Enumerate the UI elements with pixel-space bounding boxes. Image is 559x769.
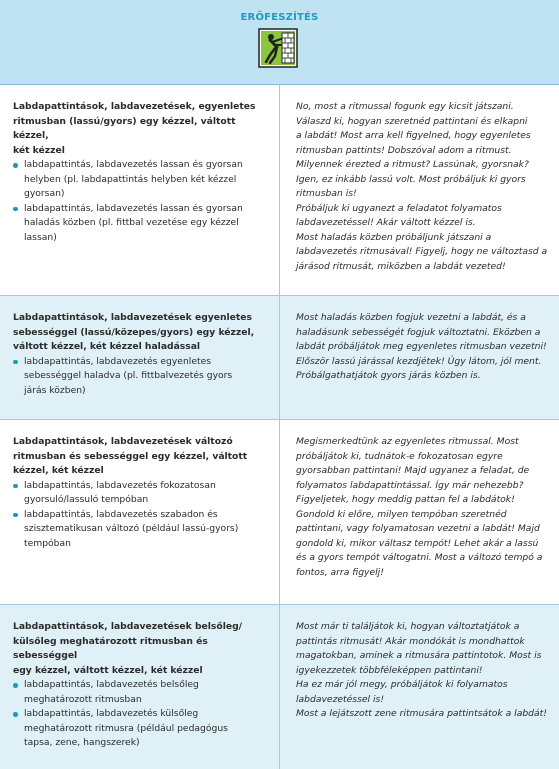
table-row <box>0 296 559 420</box>
instruction-text: No, most a ritmussal fogunk egy kicsit játszani. Válaszd ki, hogyan szeretnéd pattintani és elkapni a labdát! Most arra kell figyelned, hogy egyenletes ritmusban pattints! Dobszóval adom a ritmust. Milyennek érezted a ritmust? Lassúnak, gyorsnak? Igen, ez inkább lassú volt. Most próbáljuk ki gyors ritmusban is! Próbáljuk ki ugyanezt a feladatot folyamatos labdavezetéssel! Akár váltott kézzel is. Most haladás közben próbáljunk játszani a labdavezetés ritmusával! Figyelj, hogy ne változtasd a járásod ritmusát, miközben a labdát vezeted! <box>296 101 548 272</box>
list-item: labdapattintás, labdavezetés külsőleg meghatározott ritmusra (például pedagógus tapsa, zene, hangszerek) <box>13 707 269 751</box>
list-item: labdapattintás, labdavezetés belsőleg meghatározott ritmusban <box>13 678 269 707</box>
row-right-cell <box>281 296 559 419</box>
bullet-list <box>13 355 269 399</box>
instruction-text: Most haladás közben fogjuk vezetni a labdát, és a haladásunk sebességét fogjuk változtatni. Eközben a labdát próbáljátok meg egyenletes ritmusban vezetni! Először lassú járással kezdjétek! Úgy látom, jól ment. Próbálgathatjátok gyors járás közben is. <box>296 312 547 381</box>
row-title: Labdapattintások, labdavezetések egyenletes sebességgel (lassú/közepes/gyors) egy kézzel, váltott kézzel, két kézzel haladással <box>13 312 255 352</box>
table-row <box>0 420 559 605</box>
header-title: ERŐFESZÍTÉS <box>240 12 319 23</box>
row-left-cell <box>0 420 280 604</box>
list-item: labdapattintás, labdavezetés lassan és gyorsan helyben (pl. labdapattintás helyben két kézzel gyorsan) <box>13 158 269 202</box>
climbing-wall-icon <box>258 28 298 68</box>
instruction-text: Most már ti találjátok ki, hogyan változtatjátok a pattintás ritmusát! Akár mondókát is mondhattok magatokban, aminek a ritmusára pattintotok. Most is igyekezzetek többféleképpen pattintani! Ha ez már jól megy, próbáljátok ki folyamatos labdavezetéssel is! Most a lejátszott zene ritmusára pattintsátok a labdát! <box>296 621 547 719</box>
list-item: labdapattintás, labdavezetés fokozatosan gyorsuló/lassuló tempóban <box>13 479 269 508</box>
list-item: labdapattintás, labdavezetés szabadon és szisztematikusan változó (például lassú-gyors) tempóban <box>13 508 269 552</box>
row-left-cell <box>0 605 280 769</box>
row-title: Labdapattintások, labdavezetések, egyenletes ritmusban (lassú/gyors) egy kézzel, váltott kézzel, két kézzel <box>13 101 256 156</box>
instruction-text: Megismerkedtünk az egyenletes ritmussal. Most próbáljátok ki, tudnátok-e fokozatosan egyre gyorsabban pattintani! Majd ugyanez a feladat, de folyamatos labdapattintással. Így már nehezebb? Figyeljetek, hogy meddig pattan fel a labdátok! Gondold ki előre, milyen tempóban szeretnéd pattintani, vagy folyamatosan vezetni a labdát! Majd gondold ki, mikor váltasz tempót! Lehet akár a lassú és a gyors tempót váltogatni. Most a változó tempó a fontos, arra figyelj! <box>296 436 543 578</box>
list-item: labdapattintás, labdavezetés lassan és gyorsan haladás közben (pl. fittbal vezetése egy kézzel lassan) <box>13 202 269 246</box>
row-right-cell <box>281 85 559 295</box>
row-right-cell <box>281 420 559 604</box>
list-item: labdapattintás, labdavezetés egyenletes sebességgel haladva (pl. fittbalvezetés gyors járás közben) <box>13 355 269 399</box>
bullet-list <box>13 479 269 552</box>
row-left-cell <box>0 296 280 419</box>
bullet-list <box>13 678 269 751</box>
row-left-cell <box>0 85 280 295</box>
row-right-cell <box>281 605 559 769</box>
table-row <box>0 605 559 769</box>
bullet-list <box>13 158 269 245</box>
table-header <box>0 0 559 85</box>
row-title: Labdapattintások, labdavezetések változó ritmusban és sebességgel egy kézzel, váltott kézzel, két kézzel <box>13 436 248 476</box>
table-row <box>0 85 559 296</box>
row-title: Labdapattintások, labdavezetések belsőleg/ külsőleg meghatározott ritmusban és sebességgel egy kézzel, váltott kézzel, két kézzel <box>13 621 243 676</box>
